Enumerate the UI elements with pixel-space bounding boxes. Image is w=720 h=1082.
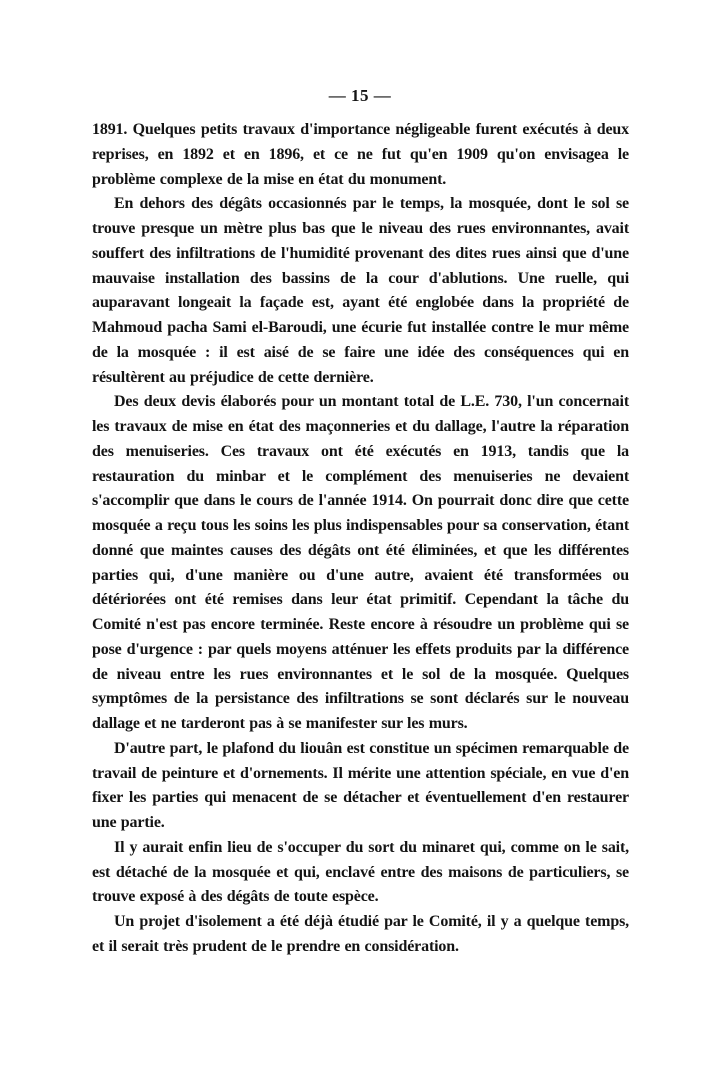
paragraph-4: D'autre part, le plafond du liouân est constitue un spécimen remarquable de travail de peinture et d'ornements. Il mérite une attention spéciale, en vue d'en fixer les parties qui menacent de se détacher et éventuellement d'en restaurer une partie. bbox=[92, 739, 629, 831]
paragraph-3: Des deux devis élaborés pour un montant total de L.E. 730, l'un concernait les travaux de mise en état des maçonneries et du dallage, l'autre la réparation des menuiseries. Ces travaux ont été exécutés en 1913, tandis que la restauration du minbar et le complément des menuiseries ne devaient s'accomplir que dans le cours de l'année 1914. On pourrait donc dire que cette mosquée a reçu tous les soins les plus indispensables pour sa conservation, étant donné que maintes causes des dégâts ont été éliminées, et que les différentes parties qui, d'une manière ou d'une autre, avaient été transformées ou détériorées ont été remises dans leur état primitif. Cependant la tâche du Comité n'est pas encore terminée. Reste encore à résoudre un problème qui se pose d'urgence : par quels moyens atténuer les effets produits par la différence de niveau entre les rues environnantes et le sol de la mosquée. Quelques symptômes de la persistance des infiltrations se sont déclarés sur le nouveau dallage et ne tarderont pas à se manifester sur les murs. bbox=[92, 393, 629, 732]
page-number: — 15 — bbox=[328, 86, 392, 105]
paragraph-6: Un projet d'isolement a été déjà étudié par le Comité, il y a quelque temps, et il serait très prudent de le prendre en considération. bbox=[92, 913, 629, 955]
body-text bbox=[92, 118, 629, 960]
paragraph-1: 1891. Quelques petits travaux d'importance négligeable furent exécutés à deux reprises, en 1892 et en 1896, et ce ne fut qu'en 1909 qu'on envisagea le problème complexe de la mise en état du monument. bbox=[92, 121, 629, 188]
paragraph-2: En dehors des dégâts occasionnés par le temps, la mosquée, dont le sol se trouve presque un mètre plus bas que le niveau des rues environnantes, avait souffert des infiltrations de l'humidité provenant des dites rues ainsi que d'une mauvaise installation des bassins de la cour d'ablutions. Une ruelle, qui auparavant longeait la façade est, ayant été englobée dans la propriété de Mahmoud pacha Sami el-Baroudi, une écurie fut installée contre le mur même de la mosquée : il est aisé de se faire une idée des conséquences qui en résultèrent au préjudice de cette dernière. bbox=[92, 195, 629, 386]
paragraph-5: Il y aurait enfin lieu de s'occuper du sort du minaret qui, comme on le sait, est détaché de la mosquée et qui, enclavé entre des maisons de particuliers, se trouve exposé à des dégâts de toute espèce. bbox=[92, 838, 629, 906]
